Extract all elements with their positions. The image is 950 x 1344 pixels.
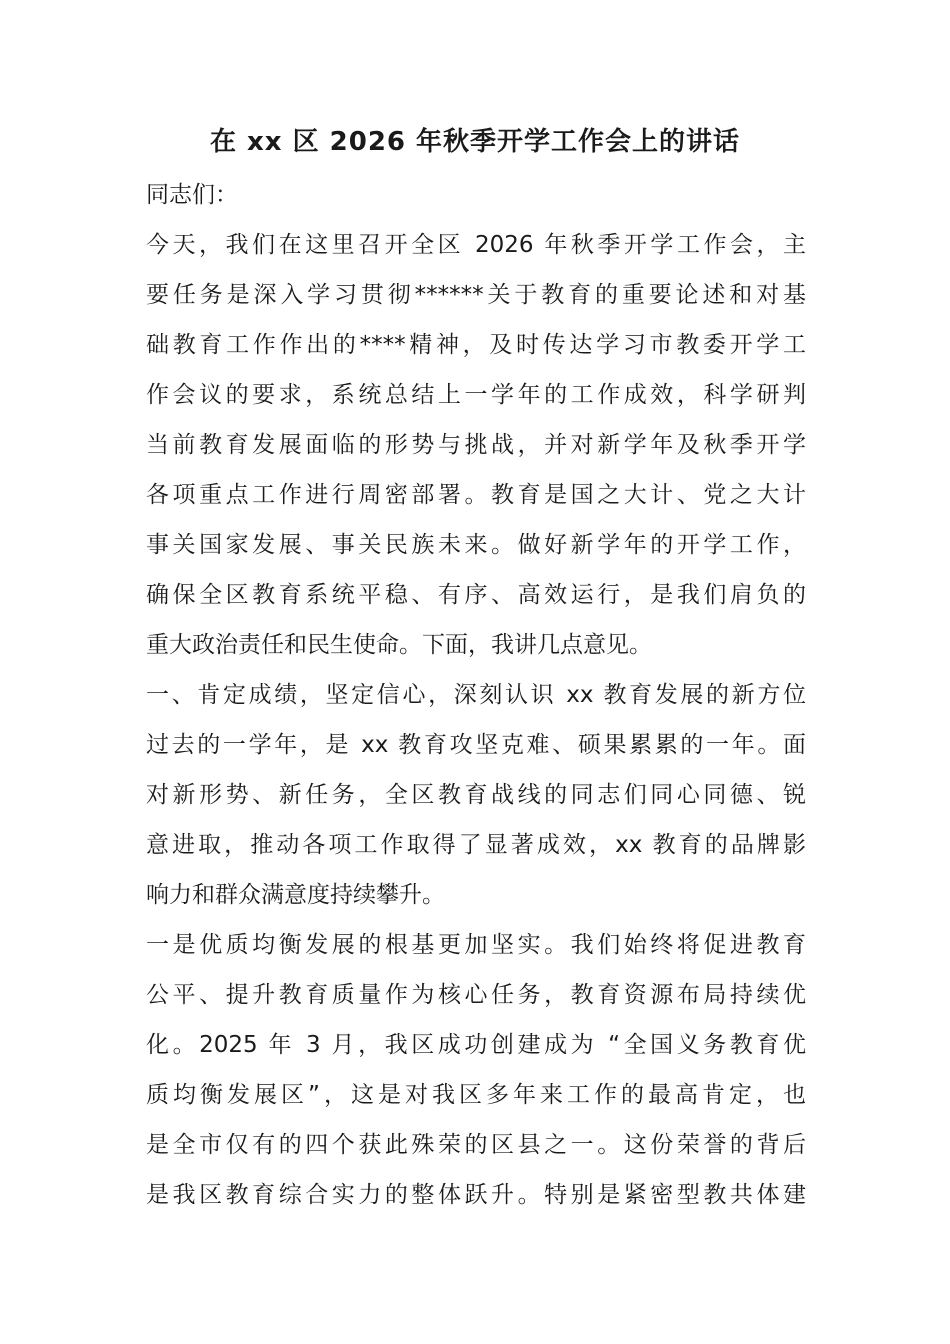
paragraph-line: 公平、提升教育质量作为核心任务，教育资源布局持续优 xyxy=(146,982,806,1008)
paragraph-line: 质均衡发展区”，这是对我区多年来工作的最高肯定，也 xyxy=(146,1082,806,1108)
paragraph-line: 础教育工作作出的****精神，及时传达学习市教委开学工 xyxy=(146,332,806,358)
document-title: 在 xx 区 2026 年秋季开学工作会上的讲话 xyxy=(209,127,741,157)
paragraph-line: 事关国家发展、事关民族未来。做好新学年的开学工作， xyxy=(146,532,806,558)
paragraph-line: 当前教育发展面临的形势与挑战，并对新学年及秋季开学 xyxy=(146,432,806,458)
paragraph-line: 一、肯定成绩，坚定信心，深刻认识 xx 教育发展的新方位 xyxy=(146,682,806,708)
paragraph-line: 今天，我们在这里召开全区 2026 年秋季开学工作会，主 xyxy=(146,232,806,258)
paragraph-line: 要任务是深入学习贯彻******关于教育的重要论述和对基 xyxy=(146,282,806,308)
paragraph-line: 作会议的要求，系统总结上一学年的工作成效，科学研判 xyxy=(146,382,806,408)
document-body xyxy=(146,170,806,1220)
paragraph-line: 重大政治责任和民生使命。下面，我讲几点意见。 xyxy=(146,632,652,658)
paragraph-line: 各项重点工作进行周密部署。教育是国之大计、党之大计 xyxy=(146,482,806,508)
paragraph-line: 化。2025 年 3 月，我区成功创建成为 “全国义务教育优 xyxy=(146,1032,806,1058)
paragraph-line: 同志们： xyxy=(146,182,238,208)
paragraph-line: 确保全区教育系统平稳、有序、高效运行，是我们肩负的 xyxy=(146,582,806,608)
paragraph-line: 对新形势、新任务，全区教育战线的同志们同心同德、锐 xyxy=(146,782,806,808)
paragraph-line: 过去的一学年，是 xx 教育攻坚克难、硕果累累的一年。面 xyxy=(146,732,806,758)
paragraph-line: 是全市仅有的四个获此殊荣的区县之一。这份荣誉的背后 xyxy=(146,1132,806,1158)
paragraph-line: 响力和群众满意度持续攀升。 xyxy=(146,882,445,908)
paragraph-line: 一是优质均衡发展的根基更加坚实。我们始终将促进教育 xyxy=(146,932,806,958)
paragraph-line: 意进取，推动各项工作取得了显著成效，xx 教育的品牌影 xyxy=(146,832,806,858)
paragraph-line: 是我区教育综合实力的整体跃升。特别是紧密型教共体建 xyxy=(146,1182,806,1208)
